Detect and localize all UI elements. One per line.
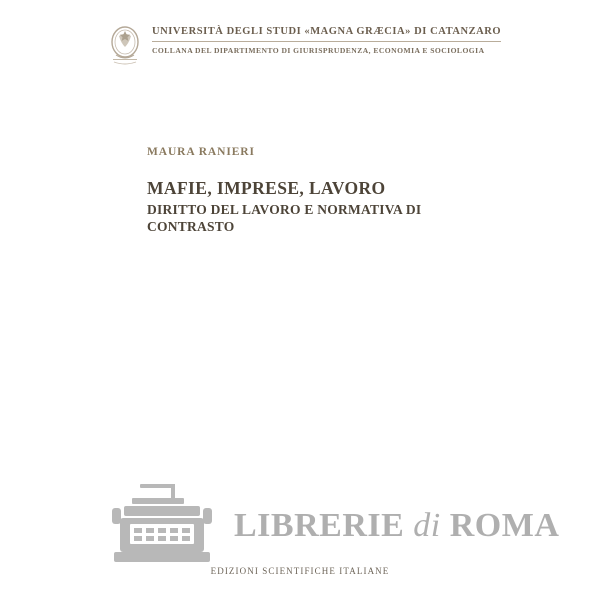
university-name: UNIVERSITÀ DEGLI STUDI «MAGNA GRÆCIA» DI CATANZARO [152, 26, 502, 37]
series-name: COLLANA DEL DIPARTIMENTO DI GIURISPRUDENZA, ECONOMIA E SOCIOLOGIA [152, 46, 485, 55]
cover-header [108, 22, 502, 68]
header-divider [152, 41, 501, 42]
watermark-text [234, 507, 559, 545]
watermark [110, 478, 560, 574]
page-title: MAFIE, IMPRESE, LAVORO [147, 178, 386, 198]
page-subtitle: DIRITTO DEL LAVORO E NORMATIVA DI CONTRASTO [147, 202, 422, 234]
watermark-text-part1: LIBRERIE [234, 507, 405, 544]
typewriter-icon [110, 480, 218, 572]
publisher-name: EDIZIONI SCIENTIFICHE ITALIANE [210, 566, 390, 576]
watermark-text-part3: ROMA [449, 507, 560, 544]
university-crest-icon [108, 22, 142, 68]
watermark-text-part2: di [413, 507, 441, 544]
author-name: MAURA RANIERI [147, 146, 255, 158]
header-text-block [152, 22, 501, 55]
